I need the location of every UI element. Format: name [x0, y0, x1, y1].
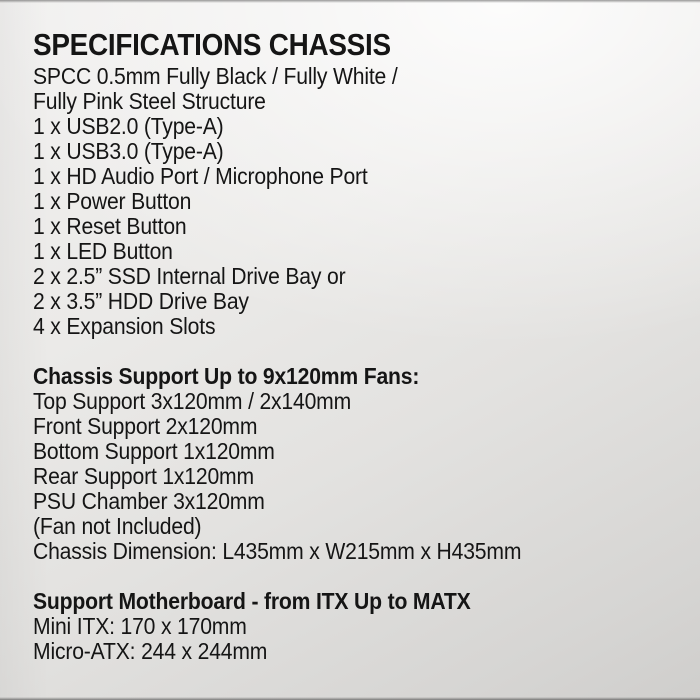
spec-line: Top Support 3x120mm / 2x140mm [33, 388, 352, 414]
spec-line: 1 x Power Button [33, 188, 192, 214]
section-heading-fans: Chassis Support Up to 9x120mm Fans: [33, 363, 420, 389]
section-fans [33, 364, 690, 564]
spec-line: SPCC 0.5mm Fully Black / Fully White / [33, 63, 398, 89]
spec-line: Rear Support 1x120mm [33, 463, 254, 489]
spec-line: Fully Pink Steel Structure [33, 88, 266, 114]
top-edge-line [0, 0, 700, 3]
spec-line: Mini ITX: 170 x 170mm [33, 613, 247, 639]
spec-line: (Fan not Included) [33, 513, 202, 539]
spec-line: Micro-ATX: 244 x 244mm [33, 638, 268, 664]
spec-line: 1 x HD Audio Port / Microphone Port [33, 163, 368, 189]
spec-content [33, 28, 690, 664]
section-general [33, 64, 690, 339]
spec-line: Chassis Dimension: L435mm x W215mm x H435mm [33, 538, 522, 564]
spec-line: Front Support 2x120mm [33, 413, 258, 439]
page-title: SPECIFICATIONS CHASSIS [33, 27, 391, 62]
spec-line: 1 x LED Button [33, 238, 173, 264]
section-heading-motherboard: Support Motherboard - from ITX Up to MATX [33, 588, 471, 614]
spec-line: 4 x Expansion Slots [33, 313, 216, 339]
spec-line: 2 x 2.5” SSD Internal Drive Bay or [33, 263, 346, 289]
spec-line: 2 x 3.5” HDD Drive Bay [33, 288, 249, 314]
spec-line: 1 x USB3.0 (Type-A) [33, 138, 224, 164]
section-motherboard [33, 589, 690, 664]
spec-line: Bottom Support 1x120mm [33, 438, 275, 464]
spec-line: 1 x Reset Button [33, 213, 187, 239]
spec-line: PSU Chamber 3x120mm [33, 488, 265, 514]
spec-line: 1 x USB2.0 (Type-A) [33, 113, 224, 139]
